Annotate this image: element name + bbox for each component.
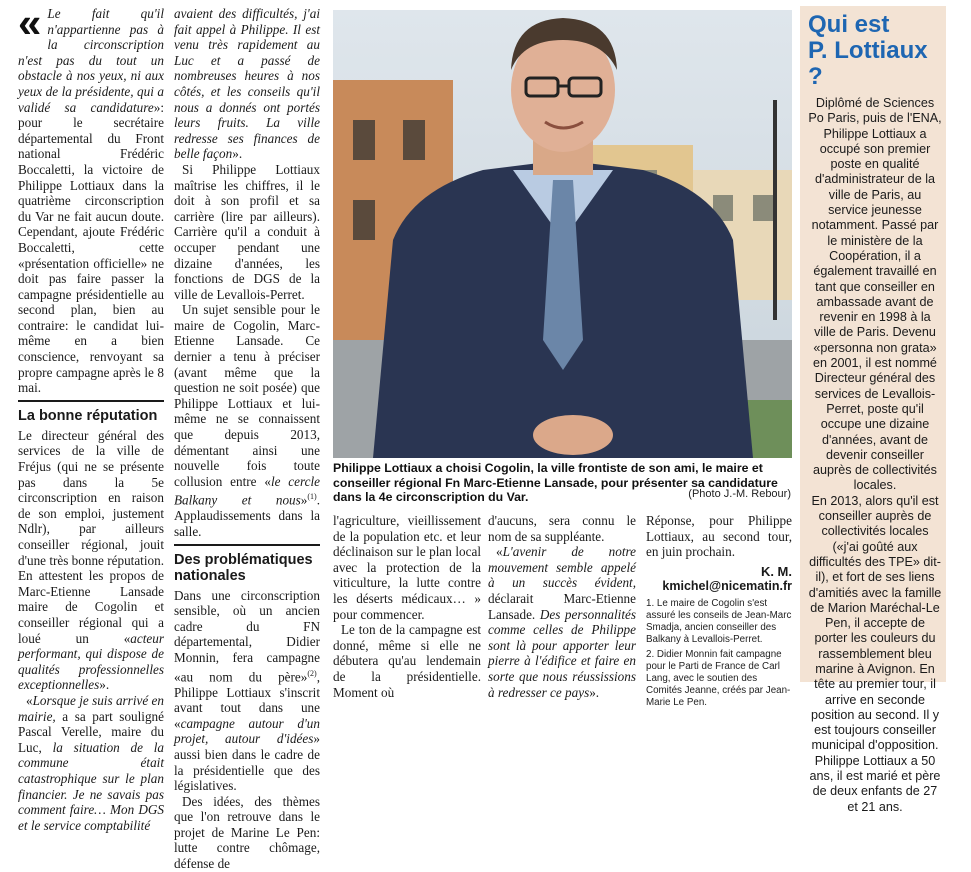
article-column-4 <box>488 513 636 700</box>
section-heading-national: Des problématiques nationales <box>174 551 313 584</box>
paragraph-ideas: Des idées, des thèmes que l'on retrouve dans le projet de Marine Le Pen: lutte contre chômage, défense de <box>174 793 320 872</box>
paragraph-quote-continued: avaient des difficultés, j'ai fait appel à Philippe. Il est venu très rapidement au Luc et a passé de nombreuses heures à nos côtés, et les conseils qu'il nous a donnés ont portés leurs fruits. La ville redresse ses finances de belle façon». <box>174 6 320 162</box>
opening-quote-mark: « <box>18 0 42 46</box>
paragraph-tone: Le ton de la campagne est donné, même si elle ne débutera qu'au lendemain de la présidentielle. Moment où <box>333 622 481 700</box>
footnote-1: 1. Le maire de Cogolin s'est assuré les conseils de Jean-Marc Smadja, ancien conseiller des Balkany à Levallois-Perret. <box>646 597 792 646</box>
sidebar-paragraph-politics: En 2013, alors qu'il est conseiller auprès de collectivités locales («j'ai goûté aux difficultés des TPE» dit-il), et fort de ses liens d'amitiés avec la famille de Marion Maréchal-Le Pen, il accepte de porter les couleurs du rassemblement bleu marine à Avignon. En tête au premier tour, il arrive en seconde position au second. Il y est toujours conseiller municipal d'opposition. <box>808 493 942 753</box>
sidebar-title: Qui est P. Lottiaux ? <box>808 11 928 90</box>
footnotes <box>646 598 792 710</box>
paragraph-quote-lansade: «L'avenir de notre mouvement semble appelé à un succès évident, déclarait Marc-Etienne Lansade. Des personnalités comme celles de Philippe sont là pour apporter leur pierre à l'édifice et faire en sorte que nous réussissions à redresser ce pays». <box>488 544 636 700</box>
intro-quote: Le fait qu'il n'appartienne pas à la circonscription n'est pas du tout un obstacle à nos yeux, ni aux yeux de la présidente, qui a validé sa candidature <box>18 6 164 115</box>
photo-credit: (Photo J.-M. Rebour) <box>688 488 791 500</box>
author-signature: K. M. <box>760 563 792 579</box>
footnote-ref-2: (2) <box>307 668 317 678</box>
intro-text: »: pour le secrétaire départemental du Front national Frédéric Boccaletti, la victoire de Philippe Lottiaux dans la quatrième circonscription du Var ne fait aucun doute. Cependant, ajoute Frédéric Boccaletti, cette «présentation officielle» ne doit pas faire passer la campagne présidentielle au second plan, bien au contraire: le candidat lui-même en a bien conscience, renvoyant sa propre campagne après le 8 mai. <box>18 99 164 396</box>
section-rule <box>18 400 164 402</box>
article-column-1 <box>18 0 164 833</box>
article-column-2 <box>174 6 320 872</box>
paragraph-agriculture: l'agriculture, vieillissement de la population etc. et leur déclinaison sur le plan local avec la protection de la viticulture, la lutte contre les déserts médicaux… » pour commencer. <box>333 513 481 622</box>
article-column-5 <box>646 513 792 709</box>
sidebar-paragraph-career: Diplômé de Sciences Po Paris, puis de l'ENA, Philippe Lottiaux a occupé son premier poste en qualité d'administrateur de la ville de Paris, au service jeunesse notamment. Passé par le ministère de la Coopération, il a également travaillé en tant que conseiller en ambassade avant de revenir en 1998 à la ville de Paris. Devenu «personna non grata» en 2001, il est nommé Directeur général des services de Levallois-Perret, poste qu'il occupe une dizaine d'années, avant de devenir conseiller auprès de collectivités locales. <box>808 96 942 493</box>
section-heading-reputation: La bonne réputation <box>18 407 158 424</box>
paragraph-reputation: Le directeur général des services de la ville de Fréjus (qui ne se présente pas dans la 5e circonscription en raison de son emploi, justement Ndlr), par ailleurs conseiller régional, jouit d'une très bonne réputation. En attestent les propos de Marc-Etienne Lansade maire de Cogolin et conseiller régional qui a loué un «acteur performant, qui dispose de qualités professionnelles exceptionnelles». <box>18 427 164 693</box>
photo-illustration <box>333 10 792 458</box>
paragraph-campaign: Dans une circonscription sensible, où un ancien cadre du FN départemental, Didier Monnin, fera campagne «au nom du père»$^{(2)}$, Philippe Lottiaux s'inscrit avant tout dans une «campagne autour d'un projet, autour d'idées» aussi bien dans le cadre de la présidentielle que des législatives. <box>174 587 320 794</box>
paragraph-answer: Réponse, pour Philippe Lottiaux, au second tour, en juin prochain. <box>646 513 792 560</box>
paragraph-intro <box>18 0 164 396</box>
paragraph-sensitive-subject: Un sujet sensible pour le maire de Cogolin, Marc-Etienne Lansade. Ce dernier a tenu à préciser (avant même que la question ne soit posée) que Philippe Lottiaux et lui-même ne se connaissent que depuis 2013, démentant ainsi une nouvelle fois toute collusion entre «le cercle Balkany et nous»$^{(1)}$. Applaudissements dans la salle. <box>174 302 320 539</box>
paragraph-career: Si Philippe Lottiaux maîtrise les chiffres, il le doit à son profil et sa carrière (lire par ailleurs). Carrière qu'il a conduit à occuper pendant une dizaine d'années, les fonctions de DGS de la ville de Levallois-Perret. <box>174 161 320 302</box>
sidebar-body <box>808 96 942 815</box>
section-rule <box>174 544 320 546</box>
sidebar-profile-box <box>800 6 946 814</box>
footnote-ref-1: (1) <box>307 492 317 502</box>
author-email: kmichel@nicematin.fr <box>662 578 792 593</box>
sidebar-paragraph-family: Philippe Lottiaux a 50 ans, il est marié et père de deux enfants de 27 et 21 ans. <box>809 753 941 814</box>
article-column-3 <box>333 513 481 700</box>
photo-caption: Philippe Lottiaux a choisi Cogolin, la ville frontiste de son ami, le maire et conseiller régional Fn Marc-Etienne Lansade, pour présenter sa candidature dans la 4e circonscription du Var. <box>333 461 778 505</box>
photo-philippe-lottiaux <box>333 10 792 458</box>
footnote-2: 2. Didier Monnin fait campagne pour le Parti de France de Carl Lang, avec le soutien des Comités Jeanne, créés par Jean-Marie Le Pen. <box>646 648 791 709</box>
paragraph-substitute: d'aucuns, sera connu le nom de sa suppléante. <box>488 513 636 544</box>
paragraph-quote-verelle: «Lorsque je suis arrivé en mairie, a sa part souligné Pascal Verelle, maire du Luc, la situation de la commune était catastrophique sur le plan financier. Je ne savais pas comment faire… Mon DGS et le service comptabilité <box>18 692 164 833</box>
